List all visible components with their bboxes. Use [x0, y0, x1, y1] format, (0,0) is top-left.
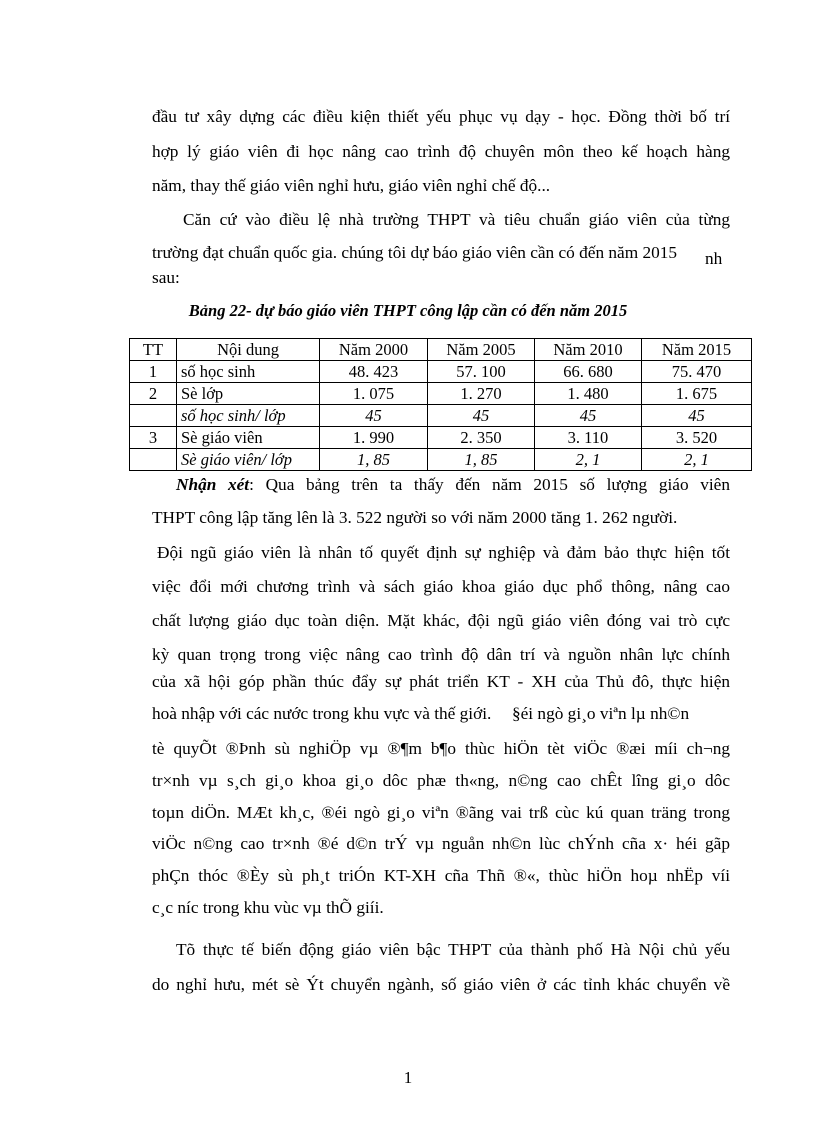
- paragraph-line: trường đạt chuẩn quốc gia. chúng tôi dự báo giáo viên cần có đến năm 2015: [152, 243, 678, 262]
- table-cell: 57. 100: [428, 361, 535, 383]
- table-cell: 2. 350: [428, 427, 535, 449]
- garbled-line: phÇn thóc ®Èy sù ph¸t triÓn KT-XH cña Thñ ®«, thùc hiÖn hoµ nhËp víi: [152, 866, 730, 885]
- table-cell: 1. 270: [428, 383, 535, 405]
- table-cell: 1. 675: [642, 383, 752, 405]
- garbled-line: viÖc n©ng cao tr×nh ®é d©n trÝ vµ nguån nh©n lùc chÝnh cña x· héi gãp: [152, 834, 730, 853]
- table-header: Năm 2010: [535, 339, 642, 361]
- table-title: Bảng 22- dự báo giáo viên THPT công lập cần có đến năm 2015: [188, 301, 628, 320]
- table-cell: Sè lớp: [177, 383, 320, 405]
- table-row: [130, 361, 752, 383]
- paragraph-line: năm, thay thế giáo viên nghỉ hưu, giáo viên nghỉ chế độ...: [152, 176, 551, 195]
- paragraph-line: của xã hội góp phần thúc đẩy sự phát triển KT - XH của Thủ đô, thực hiện: [152, 672, 730, 691]
- paragraph-line: chất lượng giáo dục toàn diện. Mặt khác, đội ngũ giáo viên đóng vai trò cực: [152, 611, 730, 630]
- table-header: Năm 2005: [428, 339, 535, 361]
- table-cell: 2: [130, 383, 177, 405]
- table-cell: Sè giáo viên: [177, 427, 320, 449]
- table-cell: 66. 680: [535, 361, 642, 383]
- table-cell: số học sinh: [177, 361, 320, 383]
- table-cell: 1. 480: [535, 383, 642, 405]
- table-cell: [130, 449, 177, 471]
- paragraph-line: sau:: [152, 268, 180, 287]
- paragraph-line: Đội ngũ giáo viên là nhân tố quyết định sự nghiệp và đảm bảo thực hiện tốt: [157, 543, 730, 562]
- paragraph-line: Căn cứ vào điều lệ nhà trường THPT và tiêu chuẩn giáo viên của từng: [183, 210, 730, 229]
- paragraph-line: kỳ quan trọng trong việc nâng cao trình độ dân trí và nguồn nhân lực chính: [152, 645, 730, 664]
- paragraph-line: đầu tư xây dựng các điều kiện thiết yếu phục vụ dạy - học. Đồng thời bố trí: [152, 107, 730, 126]
- table-cell: 1. 990: [320, 427, 428, 449]
- table-cell: 3: [130, 427, 177, 449]
- table-header: Nội dung: [177, 339, 320, 361]
- paragraph-line: do nghỉ hưu, mét sè Ýt chuyển ngành, số giáo viên ở các tỉnh khác chuyển về: [152, 975, 730, 994]
- table-cell: 3. 520: [642, 427, 752, 449]
- table-cell: [130, 405, 177, 427]
- garbled-fragment: §éi ngò gi¸o viªn lµ nh©n: [512, 704, 690, 723]
- table-cell: 1: [130, 361, 177, 383]
- table-row: [130, 427, 752, 449]
- page-number: 1: [403, 1068, 413, 1087]
- garbled-line: toµn diÖn. MÆt kh¸c, ®éi ngò gi¸o viªn ®ãng vai trß cùc kú quan träng trong: [152, 803, 730, 822]
- remark-label: Nhận xét: [176, 475, 250, 494]
- table-cell: 45: [320, 405, 428, 427]
- table-header: Năm 2015: [642, 339, 752, 361]
- table-header: TT: [130, 339, 177, 361]
- garbled-line: tè quyÕt ®Þnh sù nghiÖp vµ ®¶m b¶o thùc hiÖn tèt viÖc ®æi míi ch¬ng: [152, 739, 730, 758]
- table-cell: 48. 423: [320, 361, 428, 383]
- table-cell: 45: [428, 405, 535, 427]
- table-cell: 2, 1: [535, 449, 642, 471]
- table-cell: 45: [642, 405, 752, 427]
- paragraph-line: việc đổi mới chương trình và sách giáo khoa giáo dục phổ thông, nâng cao: [152, 577, 730, 596]
- paragraph-line: Tõ thực tế biến động giáo viên bậc THPT của thành phố Hà Nội chủ yếu: [176, 940, 730, 959]
- paragraph-line: hợp lý giáo viên đi học nâng cao trình độ chuyên môn theo kế hoạch hàng: [152, 142, 730, 161]
- paragraph-line: hoà nhập với các nước trong khu vực và thế giới.: [152, 704, 492, 723]
- table-row: [130, 383, 752, 405]
- table-cell: 1, 85: [320, 449, 428, 471]
- forecast-table: [129, 338, 752, 471]
- remark-line: [176, 475, 730, 495]
- paragraph-fragment: nh: [705, 249, 723, 268]
- table-cell: 2, 1: [642, 449, 752, 471]
- table-row: [130, 449, 752, 471]
- remark-line: THPT công lập tăng lên là 3. 522 người so với năm 2000 tăng 1. 262 người.: [152, 508, 678, 527]
- table-header: Năm 2000: [320, 339, 428, 361]
- table-cell: 45: [535, 405, 642, 427]
- table-cell: số học sinh/ lớp: [177, 405, 320, 427]
- garbled-line: c¸c níc trong khu vùc vµ thÕ giíi.: [152, 898, 384, 917]
- remark-text: : Qua bảng trên ta thấy đến năm 2015 số lượng giáo viên: [249, 475, 730, 494]
- garbled-line: tr×nh vµ s¸ch gi¸o khoa gi¸o dôc phæ th«ng, n©ng cao chÊt lîng gi¸o dôc: [152, 771, 730, 790]
- table-cell: Sè giáo viên/ lớp: [177, 449, 320, 471]
- table-row: [130, 405, 752, 427]
- table-cell: 1, 85: [428, 449, 535, 471]
- table-cell: 1. 075: [320, 383, 428, 405]
- table-header-row: [130, 339, 752, 361]
- table-cell: 3. 110: [535, 427, 642, 449]
- table-cell: 75. 470: [642, 361, 752, 383]
